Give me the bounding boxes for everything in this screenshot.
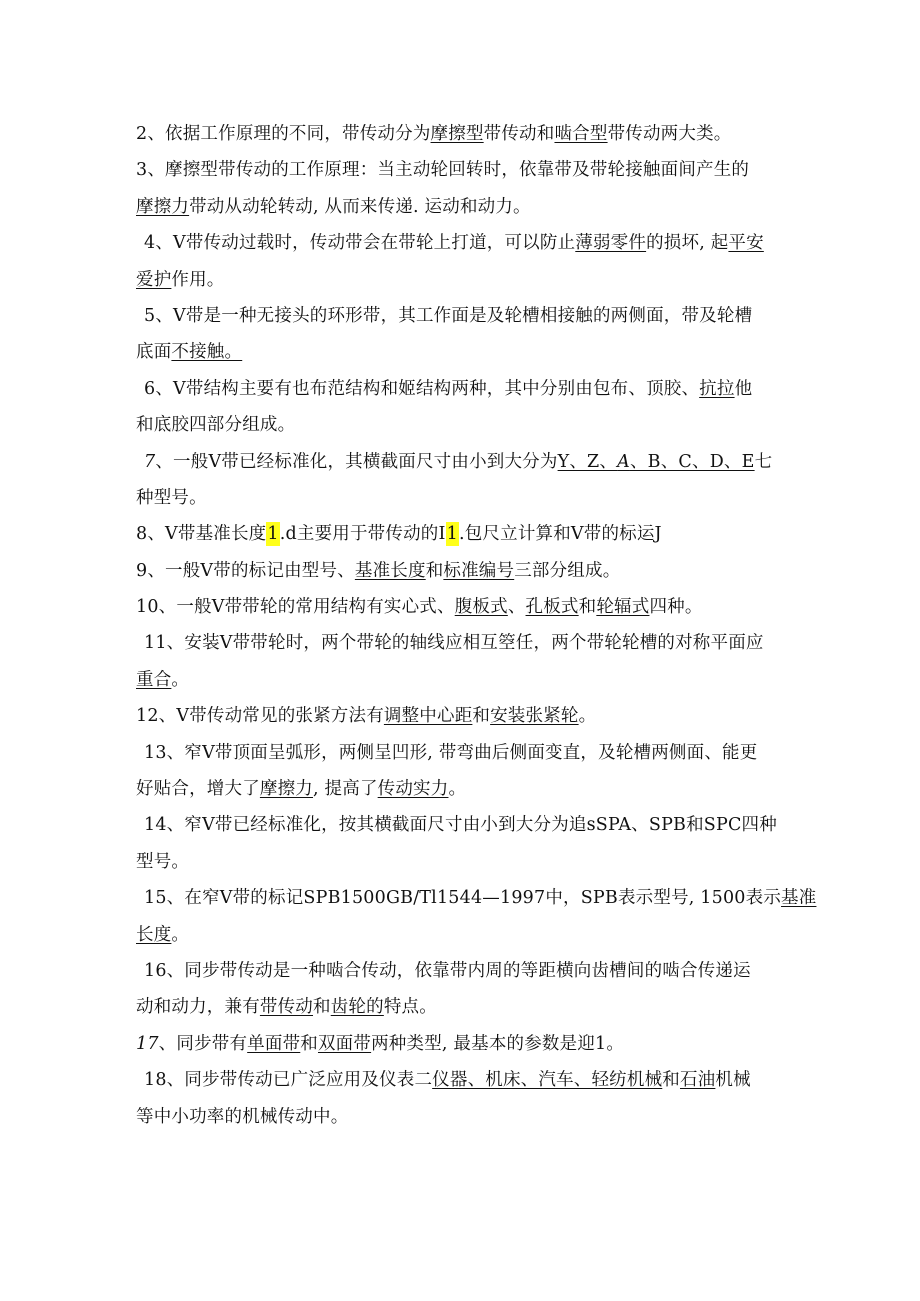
text-run: 9、一般V带的标记由型号、 bbox=[136, 560, 355, 581]
line-q5-cont bbox=[136, 334, 796, 370]
answer-blank: 标准编号 bbox=[443, 560, 515, 581]
line-q4 bbox=[136, 225, 796, 261]
text-run: 动和动力，兼有 bbox=[136, 997, 260, 1018]
answer-blank: 不接触。 bbox=[171, 342, 243, 363]
line-q6 bbox=[136, 371, 796, 407]
line-q6-cont bbox=[136, 407, 796, 443]
answer-blank: 单面带 bbox=[247, 1033, 301, 1054]
answer-blank: 抗拉 bbox=[699, 378, 735, 399]
text-run: 和 bbox=[472, 706, 491, 727]
text-run: 14、窄V带已经标准化，按其横截面尺寸由小到大分为追sSPA、SPB和SPC四种 bbox=[144, 815, 777, 836]
question-number: 17 bbox=[136, 1033, 159, 1054]
text-run: 和 bbox=[425, 560, 444, 581]
text-run: 6、V带结构主要有也布范结构和姬结构两种，其中分别由包布、顶胶、 bbox=[144, 378, 700, 399]
text-run: 的损坏, 起 bbox=[646, 233, 729, 254]
text-run: , 提高了 bbox=[313, 779, 378, 800]
text-run: 七 bbox=[754, 451, 773, 472]
line-q14-cont bbox=[136, 844, 796, 880]
line-q3-cont bbox=[136, 189, 796, 225]
text-run: 3、摩擦型带传动的工作原理：当主动轮回转时，依靠带及带轮接触面间产生的 bbox=[136, 160, 750, 181]
text-run: 2、依据工作原理的不同，带传动分为 bbox=[136, 124, 431, 144]
text-run: .包尺立计算和V带的标运J bbox=[458, 524, 662, 545]
text-run: 和 bbox=[662, 1070, 680, 1091]
answer-blank: 重合 bbox=[136, 669, 172, 690]
text-run: 特点。 bbox=[383, 997, 437, 1018]
answer-blank: 传动实力 bbox=[377, 779, 449, 800]
line-q12 bbox=[136, 698, 796, 734]
text-run: 和 bbox=[300, 1033, 318, 1054]
line-q10 bbox=[136, 589, 796, 625]
line-q13-cont bbox=[136, 771, 796, 807]
highlighted-mark: 1 bbox=[446, 524, 458, 545]
text-run: 他 bbox=[734, 378, 753, 399]
line-q13 bbox=[136, 735, 796, 771]
text-run: 。 bbox=[171, 924, 190, 945]
text-run: 18、同步带传动已广泛应用及仪表二 bbox=[144, 1070, 433, 1091]
answer-blank: 安装张紧轮 bbox=[490, 706, 579, 727]
line-q11-cont bbox=[136, 662, 796, 698]
line-q7 bbox=[136, 444, 796, 480]
text-run: 带传动和 bbox=[483, 124, 555, 144]
text-run: 底面 bbox=[136, 342, 172, 363]
line-q14 bbox=[136, 807, 796, 843]
line-q3 bbox=[136, 152, 796, 188]
answer-blank: 长度 bbox=[136, 924, 172, 945]
answer-blank: 双面带 bbox=[317, 1033, 372, 1054]
answer-blank: 基准长度 bbox=[354, 560, 426, 581]
answer-blank: 平安 bbox=[728, 233, 764, 254]
text-body bbox=[136, 116, 817, 1135]
line-q15-cont bbox=[136, 917, 796, 953]
line-q16 bbox=[136, 953, 796, 989]
text-run: 12、V带传动常见的张紧方法有 bbox=[136, 706, 384, 727]
text-run: 和底胶四部分组成。 bbox=[136, 415, 296, 436]
text-run: 。 bbox=[578, 706, 597, 727]
answer-blank: 基准 bbox=[781, 888, 817, 909]
text-run: 4、V带传动过载时，传动带会在带轮上打道，可以防止 bbox=[144, 233, 576, 254]
text-run: 等中小功率的机械传动中。 bbox=[136, 1106, 349, 1127]
answer-blank: 石油 bbox=[679, 1070, 716, 1091]
text-run: 。 bbox=[448, 779, 467, 800]
answer-blank: 摩擦力 bbox=[136, 196, 190, 217]
answer-blank: 摩擦力 bbox=[259, 779, 314, 800]
answer-blank: 、B、C、D、E bbox=[629, 451, 755, 472]
line-q11 bbox=[136, 625, 796, 661]
answer-blank: 调整中心距 bbox=[383, 706, 473, 727]
highlighted-mark: 1 bbox=[267, 524, 279, 545]
line-q17 bbox=[136, 1026, 796, 1062]
answer-blank: 仪器、机床、汽车、轻纺机械 bbox=[432, 1070, 663, 1091]
text-run: 带传动两大类。 bbox=[607, 124, 732, 144]
text-run: 15、在窄V带的标记SPB1500GB/Tl1544—1997中，SPB表示型号, 1500表示 bbox=[144, 888, 782, 909]
text-run: 和 bbox=[313, 997, 331, 1018]
line-q18 bbox=[136, 1062, 796, 1098]
answer-blank: 腹板式 bbox=[454, 597, 508, 618]
text-run: 带动从动轮转动, 从而来传递. 运动和动力。 bbox=[189, 196, 531, 217]
text-run: 。 bbox=[171, 669, 190, 690]
text-run: 两种类型, 最基本的参数是迎1。 bbox=[371, 1033, 625, 1054]
text-run: 三部分组成。 bbox=[514, 560, 621, 581]
answer-blank: 啮合型 bbox=[554, 124, 608, 144]
text-run: 10、一般V带带轮的常用结构有实心式、 bbox=[136, 597, 455, 618]
text-run: 5、V带是一种无接头的环形带，其工作面是及轮槽相接触的两侧面，带及轮槽 bbox=[144, 305, 753, 326]
answer-blank: 孔板式 bbox=[525, 597, 579, 618]
text-run: 、同步带有 bbox=[158, 1033, 248, 1054]
answer-blank: 薄弱零件 bbox=[575, 233, 647, 254]
answer-blank: 摩擦型 bbox=[430, 124, 484, 144]
line-q18-cont bbox=[136, 1099, 796, 1135]
answer-blank: 带传动 bbox=[259, 997, 314, 1018]
line-q2 bbox=[136, 116, 796, 152]
line-q5 bbox=[136, 298, 796, 334]
answer-blank: 轮辐式 bbox=[596, 597, 650, 618]
text-run: 作用。 bbox=[171, 269, 225, 290]
line-q8 bbox=[136, 516, 796, 552]
text-run: 四种。 bbox=[649, 597, 703, 618]
text-run: 16、同步带传动是一种啮合传动，依靠带内周的等距横向齿槽间的啮合传递运 bbox=[144, 960, 751, 981]
text-run: 、一般V带已经标准化，其横截面尺寸由小到大分为 bbox=[155, 451, 558, 472]
text-run: 13、窄V带顶面呈弧形，两侧呈凹形, 带弯曲后侧面变直，及轮槽两侧面、能更 bbox=[144, 742, 758, 763]
text-run: 好贴合，增大了 bbox=[136, 779, 260, 800]
line-q16-cont bbox=[136, 989, 796, 1025]
text-run: 8、V带基准长度 bbox=[136, 524, 267, 545]
line-q15 bbox=[136, 880, 817, 916]
answer-blank: 爱护 bbox=[136, 269, 172, 290]
text-run: 、 bbox=[507, 597, 526, 618]
answer-blank: Y、Z、 bbox=[557, 451, 618, 472]
line-q4-cont bbox=[136, 262, 796, 298]
text-run: .d主要用于带传动的I bbox=[279, 524, 446, 545]
line-q7-cont bbox=[136, 480, 796, 516]
text-run: 机械 bbox=[715, 1070, 751, 1091]
answer-blank: A bbox=[617, 451, 630, 472]
question-number: 7 bbox=[144, 451, 156, 472]
text-run: 11、安装V带带轮时，两个带轮的轴线应相互箜任，两个带轮轮槽的对称平面应 bbox=[144, 633, 764, 654]
line-q9 bbox=[136, 553, 796, 589]
text-run: 型号。 bbox=[136, 851, 190, 872]
text-run: 和 bbox=[578, 597, 597, 618]
answer-blank: 齿轮的 bbox=[330, 997, 384, 1018]
text-run: 种型号。 bbox=[136, 487, 207, 508]
